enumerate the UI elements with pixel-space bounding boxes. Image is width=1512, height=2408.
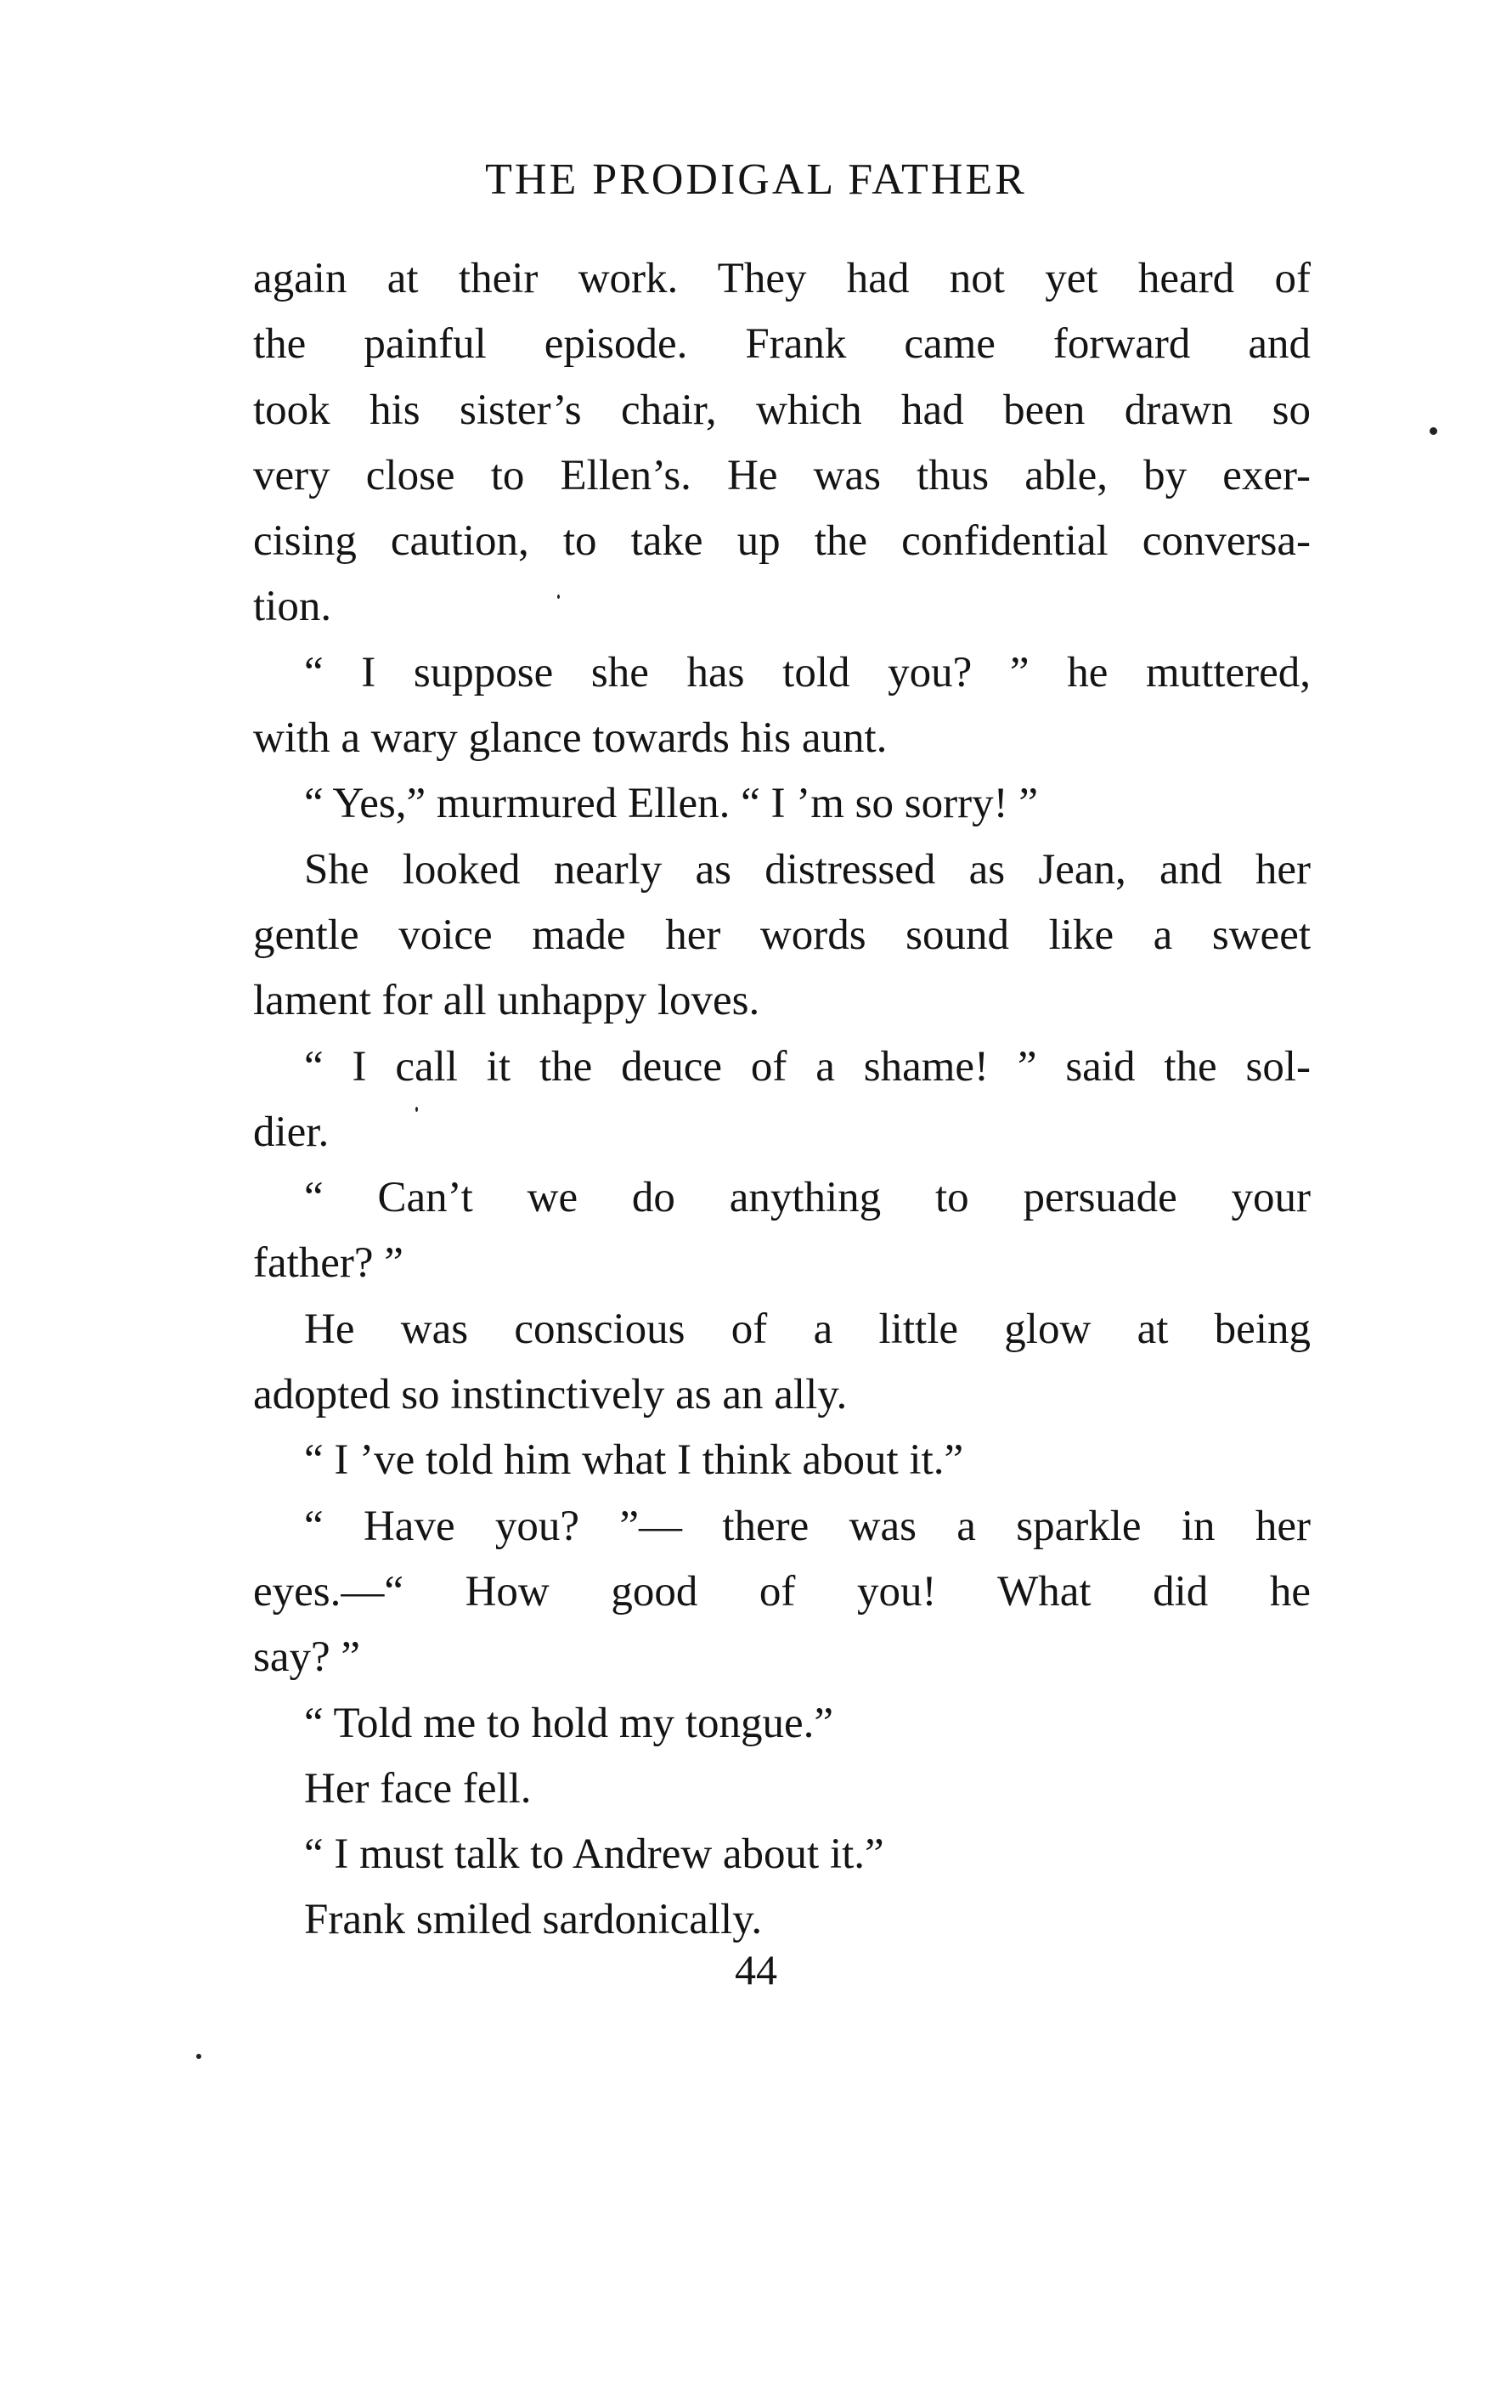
text-line: with a wary glance towards his aunt. xyxy=(253,714,888,763)
body-text xyxy=(253,246,1311,1954)
text-line: the painful episode. Frank came forward and xyxy=(253,320,1311,369)
text-line: Frank smiled sardonically. xyxy=(304,1896,763,1944)
page-number: 44 xyxy=(735,1946,777,1994)
scan-speck xyxy=(557,595,560,599)
scan-speck xyxy=(1430,427,1437,435)
scan-speck xyxy=(196,2054,201,2059)
text-line: She looked nearly as distressed as Jean, and her xyxy=(304,845,1311,894)
text-line: very close to Ellen’s. He was thus able, by exer- xyxy=(253,451,1311,499)
text-line: cising caution, to take up the confidential conversa- xyxy=(253,517,1311,566)
text-line: eyes.—“ How good of you! What did he xyxy=(253,1567,1311,1616)
text-line: “ Have you? ”— there was a sparkle in her xyxy=(304,1502,1311,1550)
text-line: again at their work. They had not yet heard of xyxy=(253,255,1311,302)
text-line: lament for all unhappy loves. xyxy=(253,977,760,1025)
text-line: dier. xyxy=(253,1108,330,1156)
text-line: tion. xyxy=(253,583,332,631)
text-line: gentle voice made her words sound like a sweet xyxy=(253,911,1311,959)
text-line: Her face fell. xyxy=(304,1764,532,1813)
text-line: adopted so instinctively as an ally. xyxy=(253,1371,848,1419)
text-line: say? ” xyxy=(253,1633,361,1682)
text-line: took his sister’s chair, which had been drawn so xyxy=(253,386,1311,434)
text-line: “ Can’t we do anything to persuade your xyxy=(304,1174,1311,1222)
scan-speck xyxy=(415,1107,418,1112)
text-line: “ I call it the deuce of a shame! ” said the sol- xyxy=(304,1042,1311,1091)
text-line: “ I suppose she has told you? ” he muttered, xyxy=(304,648,1311,696)
running-head: THE PRODIGAL FATHER xyxy=(485,155,1027,204)
text-line: father? ” xyxy=(253,1239,403,1288)
text-line: “ Told me to hold my tongue.” xyxy=(304,1699,833,1747)
text-line: “ Yes,” murmured Ellen. “ I ’m so sorry! ” xyxy=(304,780,1038,828)
text-line: He was conscious of a little glow at being xyxy=(304,1305,1311,1353)
text-line: “ I must talk to Andrew about it.” xyxy=(304,1830,884,1879)
text-line: “ I ’ve told him what I think about it.” xyxy=(304,1436,964,1485)
